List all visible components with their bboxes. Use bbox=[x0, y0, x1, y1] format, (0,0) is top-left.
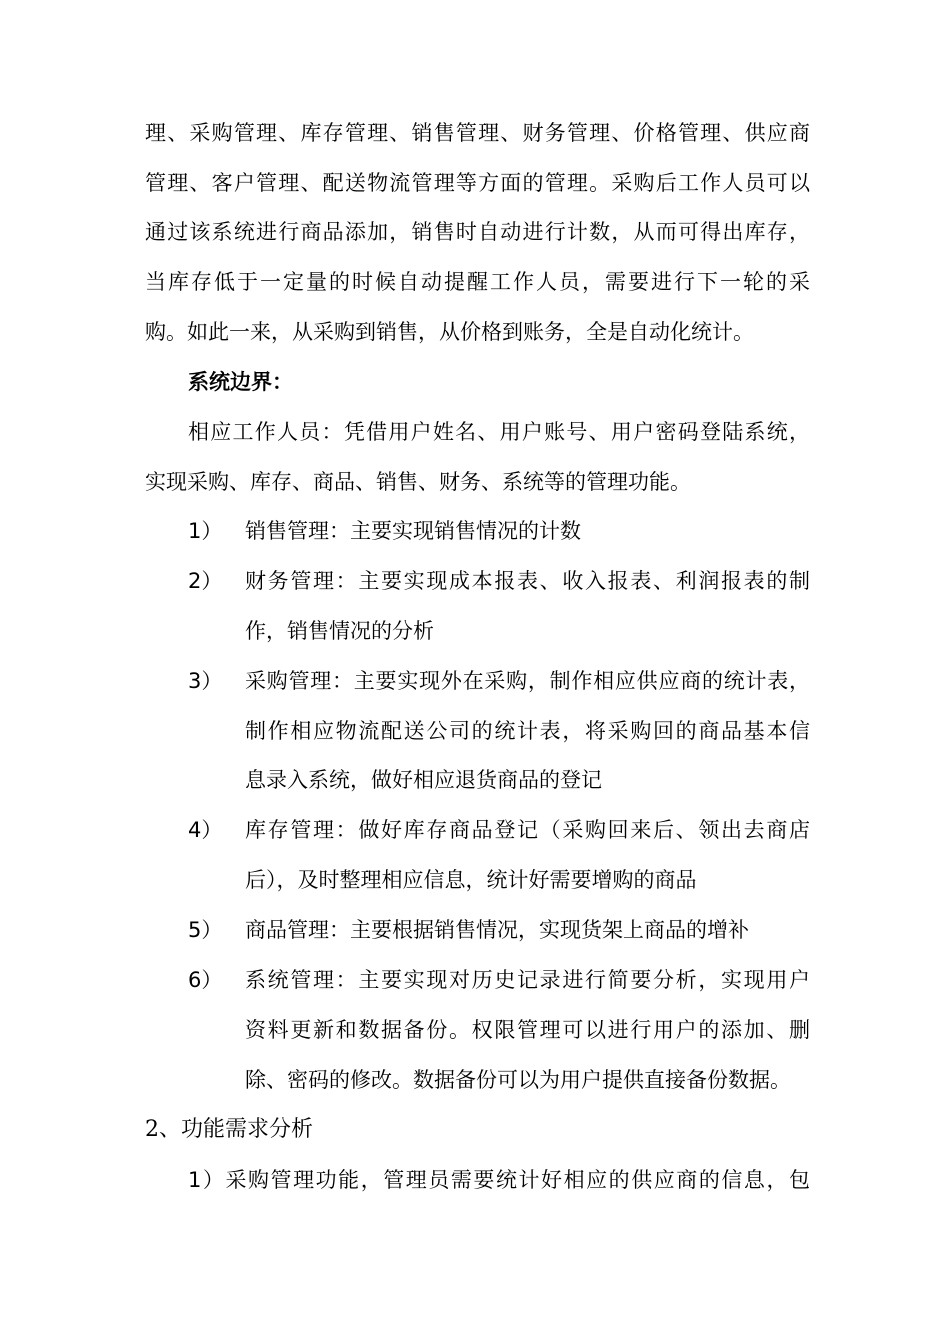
list-item-number: 6） bbox=[188, 968, 223, 992]
intro-line: 理、采购管理、库存管理、销售管理、财务管理、价格管理、供应商 bbox=[145, 121, 810, 145]
list-item-text: 销售管理：主要实现销售情况的计数 bbox=[245, 519, 581, 543]
list-item-number: 5） bbox=[188, 918, 223, 942]
list-item-number: 1） bbox=[188, 519, 223, 543]
list-item-text: 商品管理：主要根据销售情况，实现货架上商品的增补 bbox=[245, 918, 749, 942]
list-item-text: 作，销售情况的分析 bbox=[245, 619, 434, 643]
intro-line: 购。如此一来，从采购到销售，从价格到账务，全是自动化统计。 bbox=[145, 320, 754, 344]
boundary-desc-line: 相应工作人员：凭借用户姓名、用户账号、用户密码登陆系统， bbox=[188, 420, 810, 444]
list-item-text: 制作相应物流配送公司的统计表，将采购回的商品基本信 bbox=[245, 719, 810, 743]
list-item-number: 4） bbox=[188, 818, 223, 842]
list-item-text: 财务管理：主要实现成本报表、收入报表、利润报表的制 bbox=[245, 569, 810, 593]
list-item-text: 后），及时整理相应信息，统计好需要增购的商品 bbox=[245, 868, 697, 892]
intro-line: 通过该系统进行商品添加，销售时自动进行计数，从而可得出库存， bbox=[145, 220, 810, 244]
boundary-title: 系统边界： bbox=[188, 370, 293, 394]
list-item-text: 库存管理：做好库存商品登记（采购回来后、领出去商店 bbox=[245, 818, 810, 842]
list-item-text: 采购管理：主要实现外在采购，制作相应供应商的统计表， bbox=[245, 669, 810, 693]
list-item-number: 2） bbox=[188, 569, 223, 593]
intro-line: 管理、客户管理、配送物流管理等方面的管理。采购后工作人员可以 bbox=[145, 171, 810, 195]
list-item-text: 除、密码的修改。数据备份可以为用户提供直接备份数据。 bbox=[245, 1068, 791, 1092]
section2-paragraph-line: 1）采购管理功能，管理员需要统计好相应的供应商的信息，包 bbox=[188, 1168, 810, 1192]
boundary-desc-line: 实现采购、库存、商品、销售、财务、系统等的管理功能。 bbox=[145, 470, 691, 494]
section-heading: 2、功能需求分析 bbox=[145, 1117, 313, 1142]
intro-line: 当库存低于一定量的时候自动提醒工作人员，需要进行下一轮的采 bbox=[145, 270, 810, 294]
list-item-text: 息录入系统，做好相应退货商品的登记 bbox=[245, 768, 602, 792]
list-item-text: 资料更新和数据备份。权限管理可以进行用户的添加、删 bbox=[245, 1018, 810, 1042]
list-item-number: 3） bbox=[188, 669, 223, 693]
list-item-text: 系统管理：主要实现对历史记录进行简要分析，实现用户 bbox=[245, 968, 810, 992]
